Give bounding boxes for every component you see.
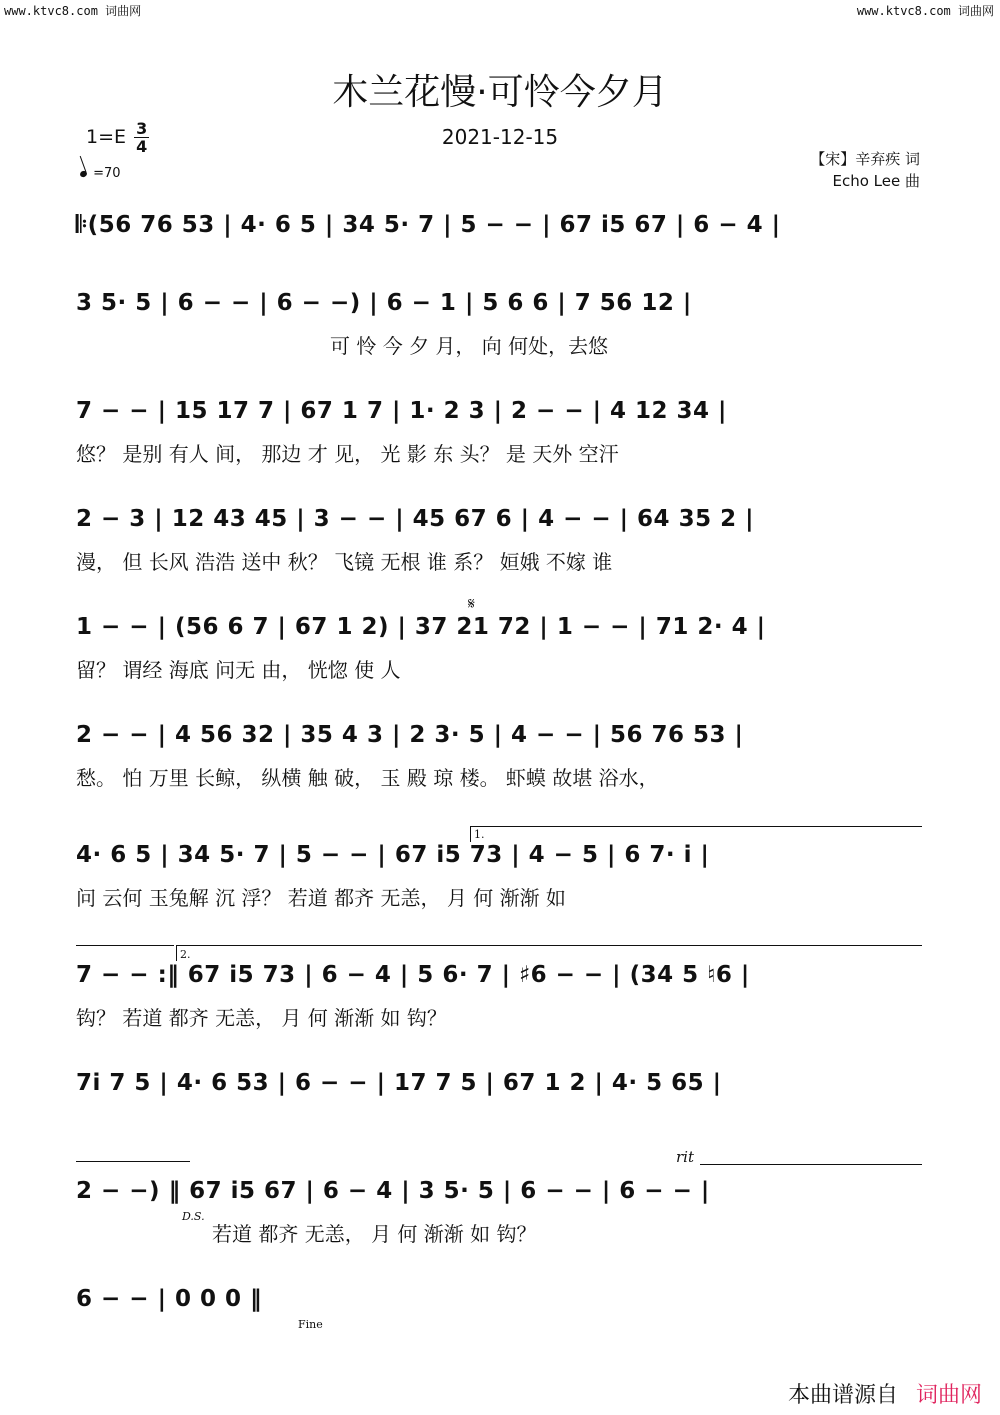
- source-brand: 词曲网: [915, 1383, 982, 1408]
- volta-2-label: 2.: [180, 948, 191, 961]
- key-signature: [86, 120, 149, 155]
- notation-row-1: 𝄆(56 76 53 | 4· 6 5 | 34 5· 7 | 5 − − | 67 i5 67 | 6 − 4 |: [76, 212, 781, 238]
- volta-1-bracket-start: [470, 826, 471, 842]
- notation-row-7: 4· 6 5 | 34 5· 7 | 5 − − | 67 i5 73 | 4 − 5 | 6 7· i |: [76, 842, 710, 868]
- source-footer: [788, 1378, 982, 1409]
- site-watermark-left: www.ktvc8.com 词曲网: [4, 4, 142, 18]
- notation-row-8: 7 − − :‖ 67 i5 73 | 6 − 4 | 5 6· 7 | ♯6 − − | (34 5 ♮6 |: [76, 962, 750, 988]
- notation-row-2: 3 5· 5 | 6 − − | 6 − −) | 6 − 1 | 5 6 6 | 7 56 12 |: [76, 290, 692, 316]
- lyrics-row-8: 钩？ 若道 都齐 无恙， 月 何 渐渐 如 钩？: [76, 1006, 447, 1030]
- key-label: 1=E: [86, 126, 127, 148]
- tempo-marking: [80, 166, 121, 181]
- lyrics-row-3: 悠？ 是别 有人 间， 那边 才 见， 光 影 东 头？ 是 天外 空汗: [76, 442, 619, 466]
- volta-1-bracket: [470, 826, 922, 827]
- quarter-note-icon: [79, 170, 88, 178]
- volta-2-bracket-start: [176, 945, 177, 961]
- composer-credit: Echo Lee 曲: [832, 172, 920, 190]
- source-label: 本曲谱源自: [787, 1383, 898, 1408]
- page-title: 木兰花慢·可怜今夕月: [332, 72, 668, 113]
- volta-2-bracket: [176, 945, 922, 946]
- score-date: 2021-12-15: [441, 125, 559, 149]
- lyrics-row-6: 愁。 怕 万里 长鲸， 纵横 触 破， 玉 殿 琼 楼。 虾蟆 故堪 浴水，: [76, 766, 659, 790]
- notation-row-5: 1 − − | (56 6 7 | 67 1 2) | 37 21 72 | 1 − − | 71 2· 4 |: [76, 614, 766, 640]
- volta-1-label: 1.: [474, 828, 485, 841]
- fine-marking: Fine: [298, 1318, 323, 1331]
- time-signature: [134, 120, 149, 155]
- segno-mark: 𝄋: [468, 594, 475, 613]
- rit-marking: rit: [676, 1148, 694, 1166]
- notation-row-11: 6 − − | 0 0 0 ‖: [76, 1286, 263, 1312]
- lyrics-row-5: 留？ 谓经 海底 问无 由， 恍惚 使 人: [76, 658, 401, 682]
- tempo-value: =70: [93, 166, 121, 181]
- notation-row-6: 2 − − | 4 56 32 | 35 4 3 | 2 3· 5 | 4 − − | 56 76 53 |: [76, 722, 744, 748]
- lyrics-row-2: 可 怜 今 夕 月， 向 何处，去悠: [330, 334, 609, 358]
- volta-1-bracket-end: [76, 945, 174, 946]
- rit-line: [700, 1164, 922, 1165]
- notation-row-4: 2 − 3 | 12 43 45 | 3 − − | 45 67 6 | 4 − − | 64 35 2 |: [76, 506, 754, 532]
- lyrics-row-4: 漫， 但 长风 浩浩 送中 秋？ 飞镜 无根 谁 系？ 姮娥 不嫁 谁: [76, 550, 613, 574]
- site-watermark-right: www.ktvc8.com 词曲网: [856, 4, 994, 18]
- lyricist-credit: 【宋】辛弃疾 词: [810, 150, 920, 168]
- time-numerator: 3: [136, 119, 148, 138]
- notation-row-10: 2 − −) ‖ 67 i5 67 | 6 − 4 | 3 5· 5 | 6 − − | 6 − − |: [76, 1178, 710, 1204]
- ds-marking: D.S.: [182, 1210, 205, 1223]
- time-denominator: 4: [136, 137, 148, 156]
- lyrics-row-7: 问 云何 玉兔解 沉 浮？ 若道 都齐 无恙， 月 何 渐渐 如: [76, 886, 566, 910]
- lyrics-row-10: 若道 都齐 无恙， 月 何 渐渐 如 钩？: [212, 1222, 537, 1246]
- ending-bracket: [76, 1161, 190, 1162]
- notation-row-3: 7 − − | 15 17 7 | 67 1 7 | 1· 2 3 | 2 − − | 4 12 34 |: [76, 398, 727, 424]
- notation-row-9: 7i 7 5 | 4· 6 53 | 6 − − | 17 7 5 | 67 1 2 | 4· 5 65 |: [76, 1070, 722, 1096]
